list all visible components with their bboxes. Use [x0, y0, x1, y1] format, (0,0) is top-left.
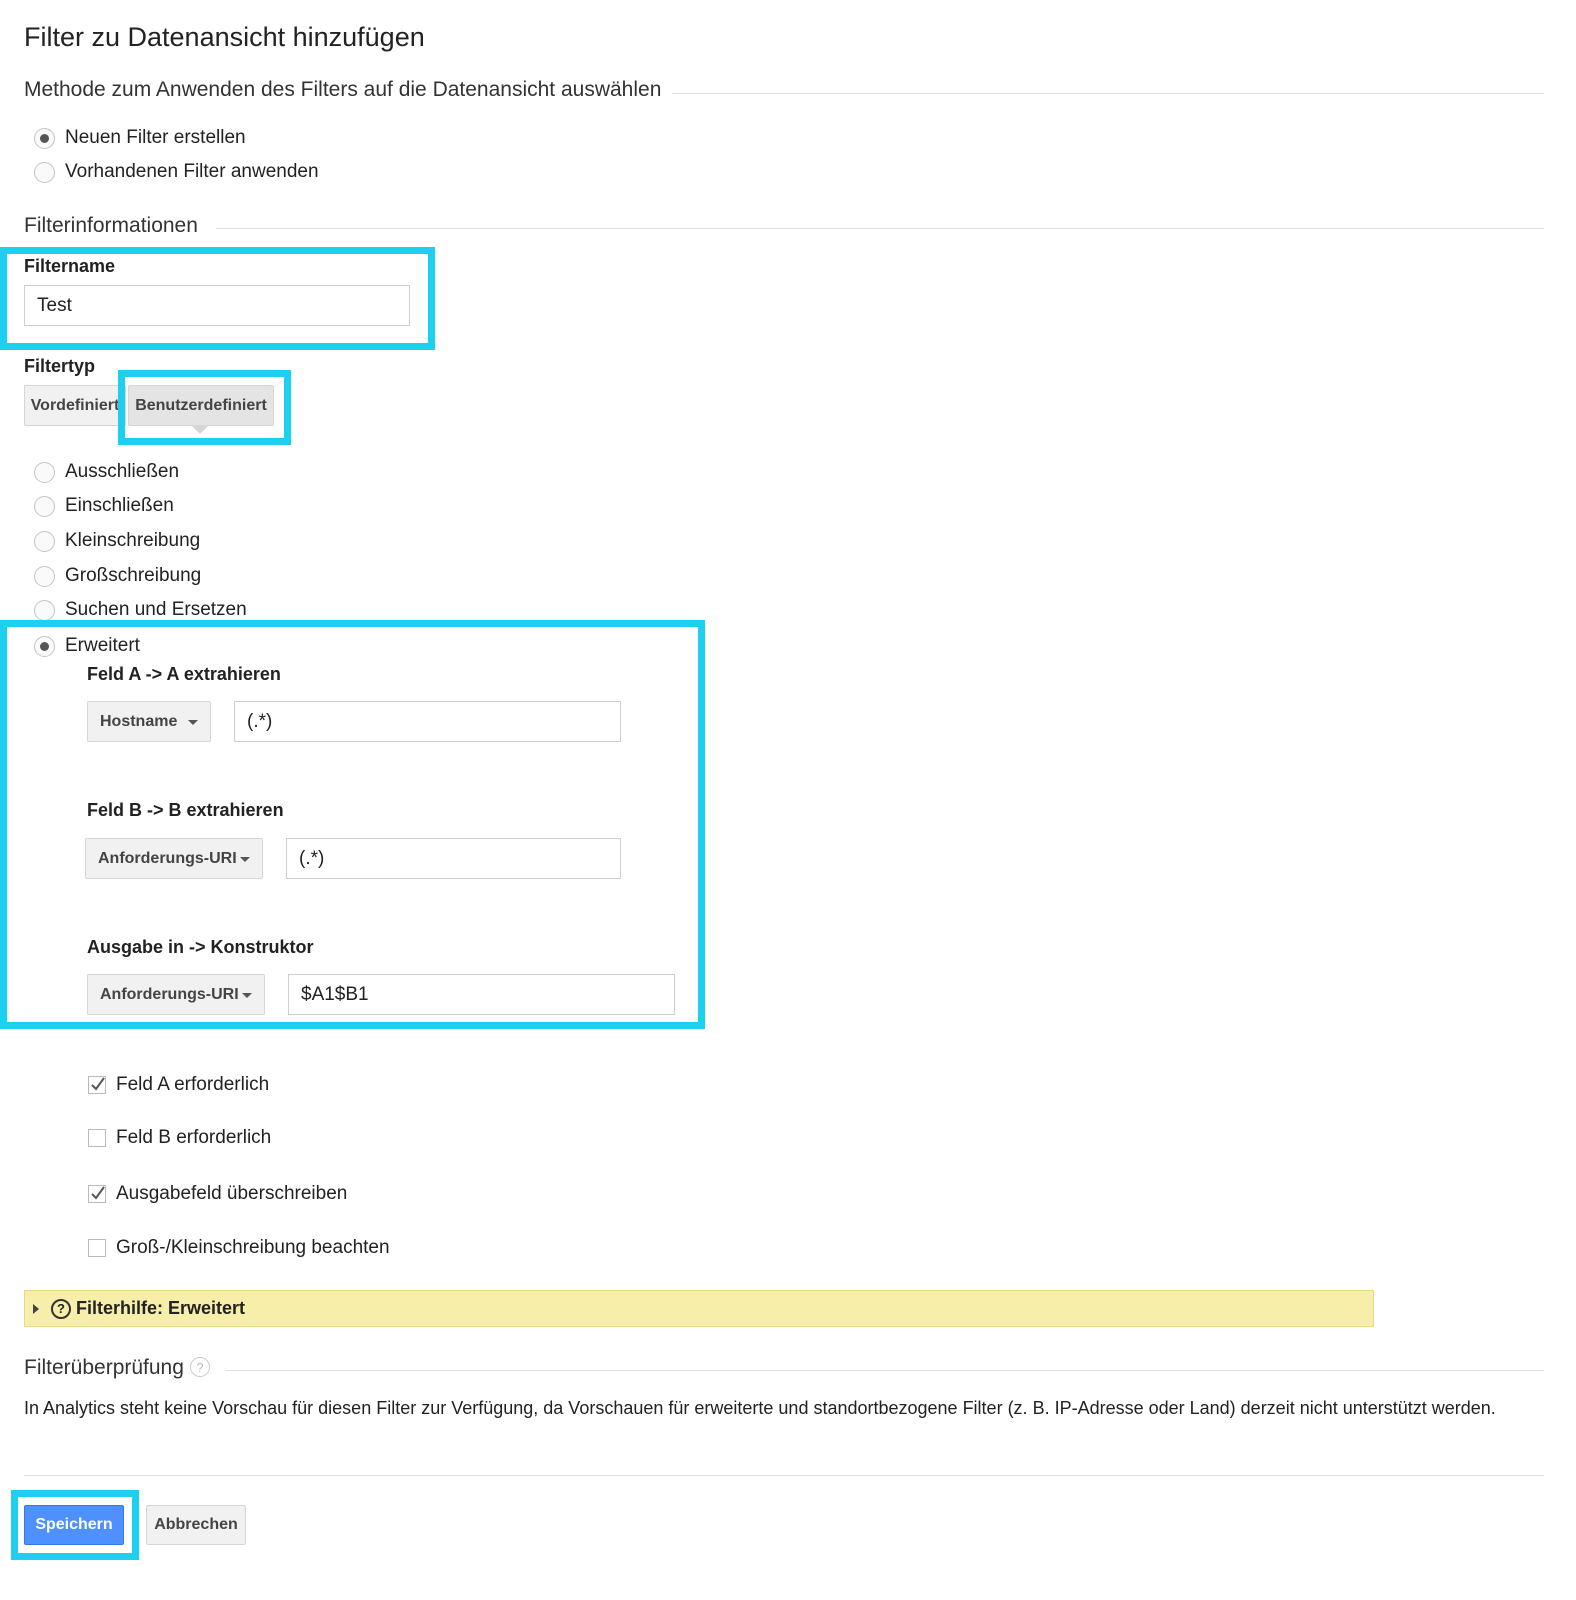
divider: [225, 1370, 1544, 1371]
divider: [672, 93, 1544, 94]
checkbox-gross-kleinschreibung[interactable]: [88, 1235, 390, 1261]
field-a-label: Feld A -> A extrahieren: [87, 664, 281, 684]
radio-grossschreibung[interactable]: [34, 562, 201, 590]
highlight-benutzerdefiniert: [118, 370, 291, 445]
select-value: Hostname: [100, 712, 178, 730]
checkbox-label: Groß-/Kleinschreibung beachten: [116, 1237, 390, 1258]
radio-label: Kleinschreibung: [65, 530, 201, 551]
field-b-label: Feld B -> B extrahieren: [87, 800, 284, 820]
field-b-input[interactable]: (.*): [286, 838, 621, 879]
radio-label: Erweitert: [65, 635, 140, 656]
verification-heading: Filterüberprüfung: [24, 1356, 184, 1379]
radio-label: Neuen Filter erstellen: [65, 127, 246, 148]
checkmark-icon: [90, 1184, 106, 1202]
checkbox-label: Ausgabefeld überschreiben: [116, 1183, 348, 1204]
checkbox-label: Feld A erforderlich: [116, 1074, 270, 1095]
radio-label: Ausschließen: [65, 461, 180, 482]
radio-button[interactable]: [34, 496, 55, 517]
field-a-input[interactable]: (.*): [234, 701, 621, 742]
help-icon[interactable]: ?: [190, 1357, 210, 1377]
radio-label: Großschreibung: [65, 565, 202, 586]
checkmark-icon: [90, 1075, 106, 1093]
output-label: Ausgabe in -> Konstruktor: [87, 937, 314, 957]
radio-label: Suchen und Ersetzen: [65, 599, 247, 620]
highlight-filtername: [0, 247, 435, 350]
checkbox-feld-a-erforderlich[interactable]: [88, 1072, 269, 1098]
divider: [216, 228, 1544, 229]
checkbox[interactable]: [88, 1185, 106, 1203]
radio-neuer-filter[interactable]: [34, 124, 246, 152]
tab-vordefiniert[interactable]: Vordefiniert: [24, 385, 126, 426]
radio-button[interactable]: [34, 128, 55, 149]
help-label: Filterhilfe: Erweitert: [76, 1298, 246, 1318]
radio-ausschliessen[interactable]: [34, 458, 179, 486]
tab-benutzerdefiniert[interactable]: Benutzerdefiniert: [128, 385, 274, 426]
help-icon: ?: [51, 1299, 71, 1319]
radio-vorhandener-filter[interactable]: [34, 158, 319, 186]
select-value: Anforderungs-URI: [100, 985, 239, 1003]
divider: [24, 1475, 1544, 1476]
filtername-input[interactable]: Test: [24, 285, 410, 326]
filter-help-toggle[interactable]: [24, 1290, 1374, 1327]
radio-button[interactable]: [34, 566, 55, 587]
highlight-save: [11, 1490, 139, 1560]
radio-button[interactable]: [34, 162, 55, 183]
checkbox-label: Feld B erforderlich: [116, 1127, 272, 1148]
checkbox[interactable]: [88, 1129, 106, 1147]
save-button[interactable]: Speichern: [24, 1505, 124, 1545]
radio-button[interactable]: [34, 531, 55, 552]
checkbox-feld-b-erforderlich[interactable]: [88, 1125, 271, 1151]
filtername-label: Filtername: [24, 256, 116, 276]
checkbox-ausgabefeld-ueberschreiben[interactable]: [88, 1181, 347, 1207]
output-input[interactable]: $A1$B1: [288, 974, 675, 1015]
checkbox[interactable]: [88, 1076, 106, 1094]
radio-label: Einschließen: [65, 495, 174, 516]
highlight-erweitert: [0, 620, 705, 1029]
page-title: Filter zu Datenansicht hinzufügen: [24, 22, 425, 52]
radio-label: Vorhandenen Filter anwenden: [65, 161, 319, 182]
radio-button[interactable]: [34, 600, 55, 621]
radio-button[interactable]: [34, 462, 55, 483]
chevron-right-icon: [33, 1304, 39, 1314]
select-value: Anforderungs-URI: [98, 849, 237, 867]
verification-note: In Analytics steht keine Vorschau für diesen Filter zur Verfügung, da Vorschauen für erweiterte und standortbezogene Filter (z. B. IP-Adresse oder Land) derzeit nicht unterstützt werden.: [24, 1398, 1496, 1418]
filtertyp-label: Filtertyp: [24, 356, 96, 376]
cancel-button[interactable]: Abbrechen: [146, 1505, 246, 1545]
radio-kleinschreibung[interactable]: [34, 527, 200, 555]
radio-einschliessen[interactable]: [34, 492, 174, 520]
filterinfo-heading: Filterinformationen: [24, 214, 198, 237]
method-heading: Methode zum Anwenden des Filters auf die Datenansicht auswählen: [24, 78, 662, 101]
checkbox[interactable]: [88, 1239, 106, 1257]
